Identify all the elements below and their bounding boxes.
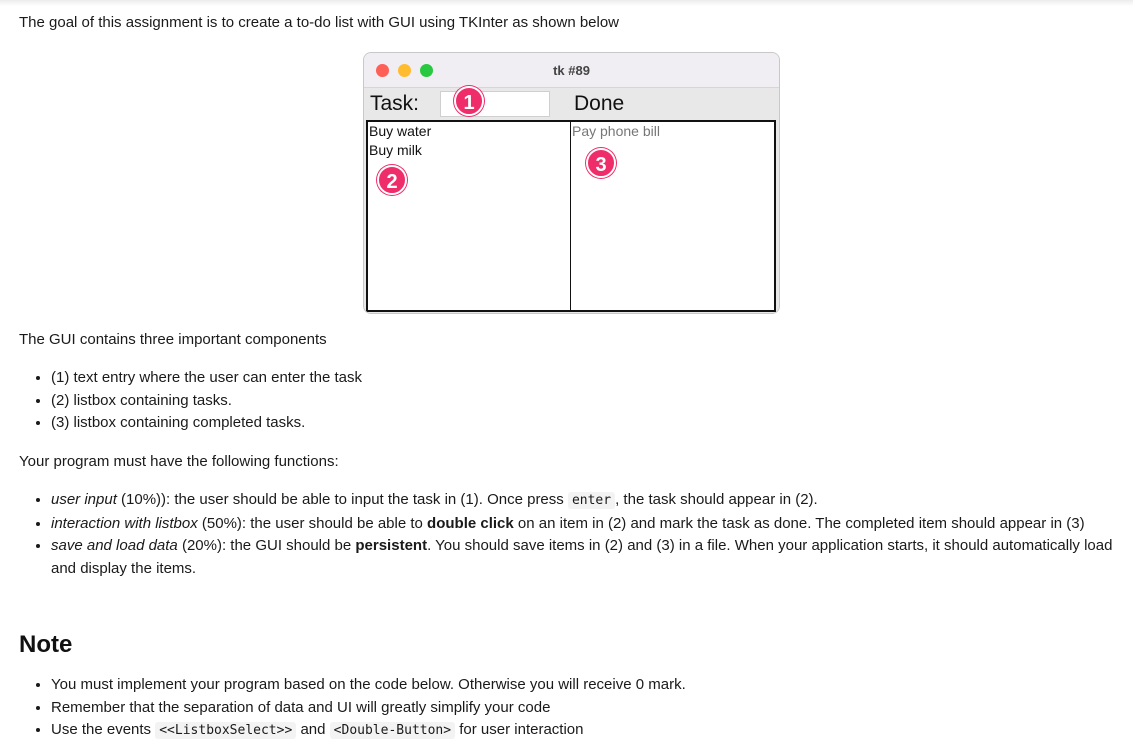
tasks-listbox	[366, 120, 572, 312]
functions-list	[30, 489, 1120, 580]
note-heading: Note	[19, 631, 73, 658]
list-item	[51, 489, 1120, 513]
window-title: tk #89	[553, 63, 590, 78]
list-item: Pay phone bill	[572, 123, 660, 139]
list-item: • Remember that the separation of data and UI will greatly simplify your code	[51, 697, 1120, 720]
list-item: • You must implement your program based on the code below. Otherwise you will receive 0 mark.	[51, 674, 1120, 697]
page-top-bar	[0, 0, 1133, 6]
bold-text: double click	[427, 514, 514, 532]
note-text: and	[296, 721, 330, 738]
inline-code: <<ListboxSelect>>	[155, 722, 296, 739]
functions-intro-paragraph: Your program must have the following functions:	[19, 453, 339, 470]
inline-code: enter	[568, 492, 615, 509]
badge-3: 3	[586, 148, 616, 178]
bold-text: persistent	[355, 537, 428, 554]
inline-code: <Double-Button>	[330, 722, 455, 739]
list-item	[51, 513, 1120, 536]
function-name: save and load data	[51, 537, 178, 554]
list-item: • (2) listbox containing tasks.	[51, 390, 1120, 413]
list-item	[51, 719, 1120, 743]
function-text: on an item in (2) and mark the task as done. The completed item should appear in (3)	[513, 514, 1085, 532]
window-body	[364, 88, 779, 314]
note-list	[30, 674, 1120, 743]
list-item: • (3) listbox containing completed tasks.	[51, 412, 1120, 435]
function-name: user input	[51, 491, 117, 508]
note-text: Use the events	[51, 721, 156, 738]
window-titlebar	[364, 53, 779, 88]
gui-intro-paragraph: The GUI contains three important components	[19, 331, 327, 348]
done-label: Done	[574, 92, 625, 115]
function-text: (50%): the user should be able to	[197, 514, 428, 532]
list-item: Buy water	[369, 123, 432, 139]
note-text: for user interaction	[455, 721, 584, 738]
function-name: interaction with listbox	[51, 514, 198, 532]
task-label: Task:	[370, 92, 420, 115]
function-text: , the task should appear in (2).	[615, 491, 818, 508]
function-text: (10%)): the user should be able to input the task in (1). Once press	[116, 491, 568, 508]
intro-paragraph: The goal of this assignment is to create a to-do list with GUI using TKInter as shown below	[19, 14, 620, 31]
components-list	[30, 367, 1120, 435]
function-text: . You should save items in (2) and (3) in a file. When your application starts, it should automatically load and display the items.	[51, 537, 1113, 577]
list-item	[51, 535, 1120, 580]
function-text: (20%): the GUI should be	[177, 537, 356, 554]
badge-1: 1	[454, 86, 484, 116]
list-item: • (1) text entry where the user can enter the task	[51, 367, 1120, 390]
tk-window-screenshot	[363, 52, 780, 314]
badge-2: 2	[377, 165, 407, 195]
list-item: Buy milk	[369, 142, 422, 158]
